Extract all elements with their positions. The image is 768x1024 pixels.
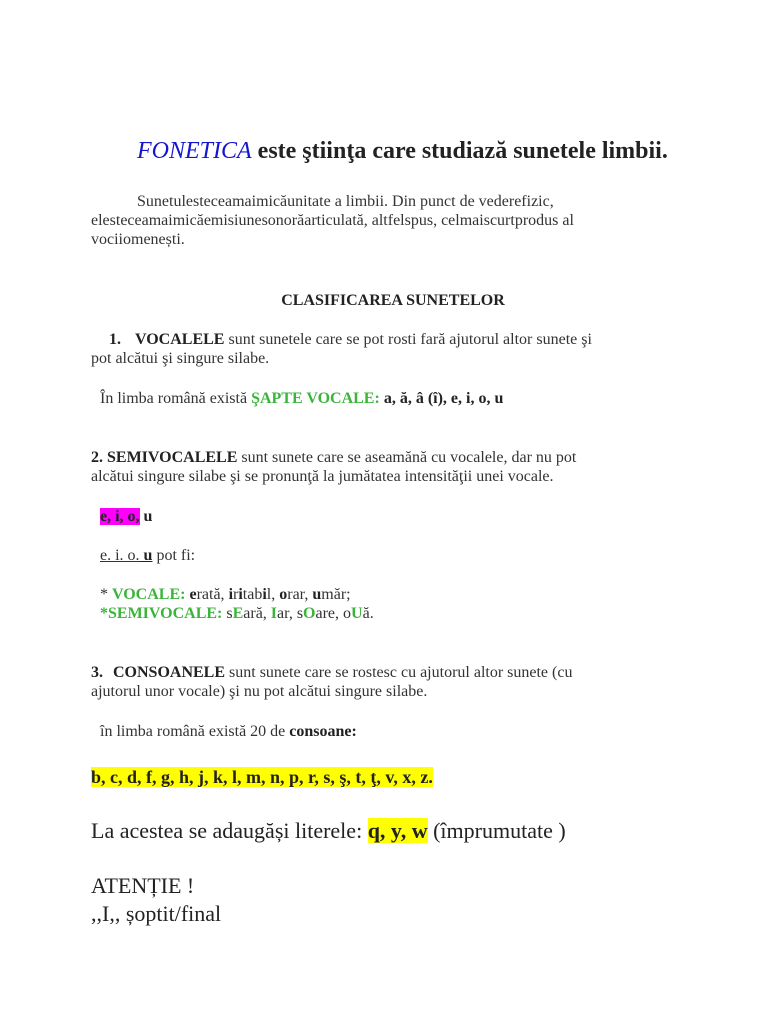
example-letter: e bbox=[185, 586, 197, 603]
semivowels-paragraph bbox=[91, 448, 671, 486]
example-text: ar, s bbox=[277, 605, 304, 622]
semivowel-examples-label: *SEMIVOCALE: bbox=[100, 605, 223, 622]
consonants-desc-1: sunt sunete care se rostesc cu ajutorul altor sunete (cu bbox=[225, 664, 573, 681]
example-letter: i bbox=[238, 586, 243, 603]
borrowed-note: (împrumutate ) bbox=[427, 818, 566, 843]
section-heading: CLASIFICAREA SUNETELOR bbox=[281, 292, 505, 309]
consonants-list-line bbox=[91, 766, 671, 790]
intro-line-1: Sunetulesteceamaimicăunitate a limbii. Din punct de vederefizic, bbox=[137, 193, 554, 210]
example-text: are, o bbox=[315, 605, 352, 622]
vowels-desc-1: sunt sunetele care se pot rosti fară ajutorul altor sunete şi bbox=[224, 331, 592, 348]
title-highlight: FONETICA bbox=[137, 138, 252, 164]
semivowels-can-be-u: u bbox=[139, 547, 153, 564]
vowels-paragraph bbox=[91, 330, 671, 368]
example-letter: I bbox=[270, 605, 278, 622]
vowels-desc-2: pot alcătui şi singure silabe. bbox=[91, 350, 270, 367]
semivowels-can-be-rest: pot fi: bbox=[152, 547, 196, 564]
consonants-list: b, c, d, f, g, h, j, k, l, m, n, p, r, s, ş, t, ţ, v, x, z. bbox=[91, 767, 433, 787]
vowels-list: a, ă, â (î), e, i, o, u bbox=[379, 390, 504, 407]
semivowels-desc-2: alcătui singure silabe şi se pronunţă la jumătatea intensităţii unei vocale. bbox=[91, 468, 554, 485]
semivowels-letters-highlight: e, i, o, bbox=[100, 508, 140, 525]
example-text: rar, bbox=[287, 586, 313, 603]
example-text: tab bbox=[242, 586, 263, 603]
example-text: l, bbox=[266, 586, 280, 603]
example-letter: E bbox=[232, 605, 244, 622]
consonants-number: 3. bbox=[91, 664, 103, 681]
borrowed-letters-line bbox=[91, 817, 671, 845]
example-letter: U bbox=[351, 605, 363, 622]
example-letter: o bbox=[279, 586, 288, 603]
attention-block bbox=[91, 872, 671, 928]
vowels-intro: În limba română există bbox=[100, 390, 252, 407]
example-letter: u bbox=[312, 586, 322, 603]
attention-title: ATENȚIE ! bbox=[91, 873, 195, 898]
borrowed-letters: q, y, w bbox=[367, 818, 428, 843]
semivowels-can-be bbox=[91, 546, 680, 565]
vowels-label: ŞAPTE VOCALE: bbox=[251, 390, 380, 407]
page-title bbox=[91, 137, 671, 165]
vowel-examples-line bbox=[91, 585, 680, 604]
example-text: ă. bbox=[362, 605, 374, 622]
vowel-examples-star: * bbox=[100, 586, 112, 603]
title-rest: este ştiinţa care studiază sunetele limbii. bbox=[251, 138, 668, 164]
example-text: r bbox=[233, 586, 239, 603]
semivowels-letters bbox=[91, 507, 680, 526]
example-text: măr; bbox=[321, 586, 351, 603]
consonants-term: CONSOANELE bbox=[113, 664, 226, 681]
consonants-intro: în limba română există 20 de bbox=[100, 723, 290, 740]
example-letter: O bbox=[303, 605, 316, 622]
semivowels-letters-rest: u bbox=[139, 508, 153, 525]
intro-line-3: vociiomenești. bbox=[91, 231, 185, 248]
intro-paragraph bbox=[91, 192, 671, 249]
example-letter: i bbox=[228, 586, 234, 603]
semivowels-can-be-letters: e. i. o. bbox=[100, 547, 140, 564]
borrowed-intro: La acestea se adaugăși literele: bbox=[91, 818, 368, 843]
vowels-number: 1. bbox=[109, 331, 121, 348]
consonants-intro-bold: consoane: bbox=[289, 723, 357, 740]
vowels-term: VOCALELE bbox=[135, 331, 225, 348]
consonants-paragraph bbox=[91, 663, 671, 701]
attention-note: ,,I,, șoptit/final bbox=[91, 901, 222, 926]
semivowel-examples-line bbox=[91, 604, 680, 623]
consonants-intro-line bbox=[91, 722, 680, 741]
example-letter: i bbox=[262, 586, 267, 603]
semivowels-desc-1: sunt sunete care se aseamănă cu vocalele, dar nu pot bbox=[237, 449, 577, 466]
example-text: ară, bbox=[243, 605, 271, 622]
semivowels-term: 2. SEMIVOCALELE bbox=[91, 449, 238, 466]
vowel-examples-label: VOCALE: bbox=[112, 586, 186, 603]
consonants-desc-2: ajutorul unor vocale) şi nu pot alcătui singure silabe. bbox=[91, 683, 428, 700]
example-text: s bbox=[222, 605, 233, 622]
vowels-list-line bbox=[91, 389, 680, 408]
intro-line-2: elesteceamaimicăemisiunesonorăarticulată, altfelspus, celmaiscurtprodus al bbox=[91, 212, 574, 229]
example-text: rată, bbox=[196, 586, 229, 603]
